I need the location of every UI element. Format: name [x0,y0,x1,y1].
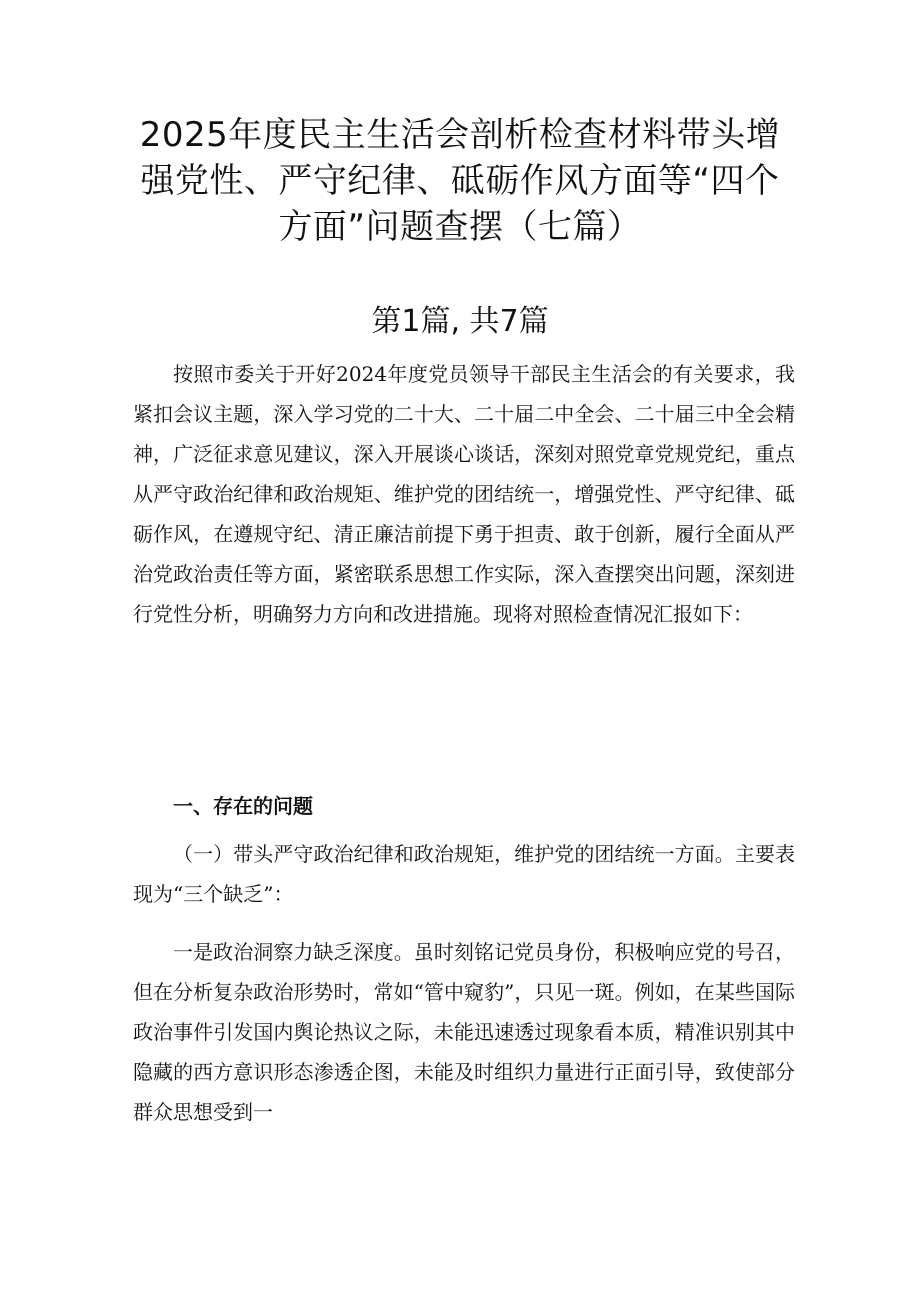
title-line-2: 强党性、严守纪律、砥砺作风方面等“四个 [140,161,780,201]
section-heading-problems: 一、存在的问题 [173,794,313,818]
paragraph-intro-block [133,354,795,634]
paragraph-subsection-1: （一）带头严守政治纪律和政治规矩，维护党的团结统一方面。主要表现为“三个缺乏”： [133,842,795,906]
title-line-3: 方面”问题查摆（七篇） [278,207,642,247]
document-subtitle: 第1篇, 共7篇 [371,304,549,339]
paragraph-subsection-block [133,834,795,914]
paragraph-point-block [133,932,795,1132]
title-line-1: 2025年度民主生活会剖析检查材料带头增 [139,115,781,155]
paragraph-intro: 按照市委关于开好2024年度党员领导干部民主生活会的有关要求，我紧扣会议主题，深入学习党的二十大、二十届二中全会、二十届三中全会精神，广泛征求意见建议，深入开展谈心谈话，深刻对照党章党规党纪，重点从严守政治纪律和政治规矩、维护党的团结统一，增强党性、严守纪律、砥砺作风，在遵规守纪、清正廉洁前提下勇于担责、敢于创新，履行全面从严治党政治责任等方面，紧密联系思想工作实际，深入查摆突出问题，深刻进行党性分析，明确努力方向和改进措施。现将对照检查情况汇报如下： [133,362,795,626]
paragraph-point-1: 一是政治洞察力缺乏深度。虽时刻铭记党员身份，积极响应党的号召，但在分析复杂政治形势时，常如“管中窥豹”，只见一斑。例如，在某些国际政治事件引发国内舆论热议之际，未能迅速透过现象看本质，精准识别其中隐藏的西方意识形态渗透企图，未能及时组织力量进行正面引导，致使部分群众思想受到一 [133,940,795,1124]
document-title [110,112,810,250]
